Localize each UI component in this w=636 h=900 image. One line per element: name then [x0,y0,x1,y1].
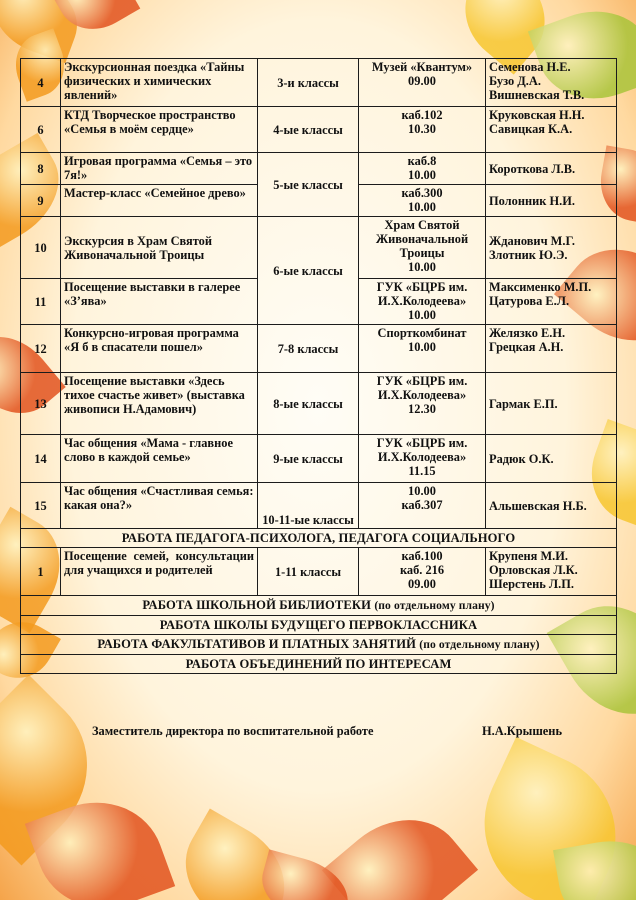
row-number: 9 [21,185,61,217]
responsible-cell: Семенова Н.Е. Бузо Д.А. Вишневская Т.В. [486,59,617,107]
responsible-cell: Жданович М.Г. Злотник Ю.Э. [486,217,617,279]
place-time-cell: Спорткомбинат 10.00 [359,325,486,373]
event-cell: Посещение выставки «Здесь тихое счастье живет» (выставка живописи Н.Адамович) [61,373,258,435]
classes-cell: 4-ые классы [258,107,359,153]
event-cell: КТД Творческое пространство «Семья в моём сердце» [61,107,258,153]
event-cell: Экскурсионная поездка «Тайны физических и химических явлений» [61,59,258,107]
row-number: 6 [21,107,61,153]
row-number: 1 [21,548,61,596]
schedule-table [20,58,617,674]
classes-cell: 9-ые классы [258,435,359,483]
row-number: 8 [21,153,61,185]
section-header-row [21,529,617,548]
event-cell: Экскурсия в Храм Святой Живоначальной Троицы [61,217,258,279]
place-time-cell: каб.300 10.00 [359,185,486,217]
event-cell: Час общения «Счастливая семья: какая она?» [61,483,258,529]
classes-cell: 1-11 классы [258,548,359,596]
responsible-cell: Полонник Н.И. [486,185,617,217]
table-row [21,548,617,596]
section-interest-groups-title: РАБОТА ОБЪЕДИНЕНИЙ ПО ИНТЕРЕСАМ [185,657,452,671]
event-cell: Игровая программа «Семья – это 7я!» [61,153,258,185]
place-time-cell: Музей «Квантум» 09.00 [359,59,486,107]
row-number: 15 [21,483,61,529]
section-electives [21,635,617,655]
place-time-cell: ГУК «БЦРБ им. И.Х.Колодеева» 10.00 [359,279,486,325]
classes-cell: 6-ые классы [258,217,359,325]
section-header-row [21,635,617,655]
responsible-cell: Гармак Е.П. [486,373,617,435]
place-time-cell: каб.8 10.00 [359,153,486,185]
event-cell: Мастер-класс «Семейное древо» [61,185,258,217]
signature-name: Н.А.Крышень [482,724,562,738]
section-header-row [21,655,617,674]
place-time-cell: ГУК «БЦРБ им. И.Х.Колодеева» 12.30 [359,373,486,435]
place-time-cell: ГУК «БЦРБ им. И.Х.Колодеева» 11.15 [359,435,486,483]
section-library-title: РАБОТА ШКОЛЬНОЙ БИБЛИОТЕКИ [142,598,372,612]
schedule-table-container [20,58,616,674]
row-number: 4 [21,59,61,107]
row-number: 13 [21,373,61,435]
table-row [21,153,617,185]
section-library-note: (по отдельному плану) [374,599,495,612]
event-cell: Конкурсно-игровая программа «Я б в спасатели пошел» [61,325,258,373]
section-interest-groups [21,655,617,674]
responsible-cell: Радюк О.К. [486,435,617,483]
table-row [21,435,617,483]
classes-cell: 7-8 классы [258,325,359,373]
responsible-cell: Максименко М.П. Цатурова Е.Л. [486,279,617,325]
responsible-cell: Альшевская Н.Б. [486,483,617,529]
event-cell: Посещение выставки в галерее «З’ява» [61,279,258,325]
table-row [21,59,617,107]
section-first-graders-title: РАБОТА ШКОЛЫ БУДУЩЕГО ПЕРВОКЛАССНИКА [159,618,478,632]
place-time-cell: каб.102 10.30 [359,107,486,153]
section-psychologist-title: РАБОТА ПЕДАГОГА-ПСИХОЛОГА, ПЕДАГОГА СОЦИАЛЬНОГО [21,529,617,548]
table-row [21,483,617,529]
classes-cell: 5-ые классы [258,153,359,217]
place-time-cell: каб.100 каб. 216 09.00 [359,548,486,596]
table-row [21,325,617,373]
responsible-cell: Короткова Л.В. [486,153,617,185]
section-electives-note: (по отдельному плану) [419,638,540,651]
classes-cell: 8-ые классы [258,373,359,435]
section-header-row [21,596,617,616]
signature-position: Заместитель директора по воспитательной работе [92,724,374,738]
row-number: 14 [21,435,61,483]
place-time-cell: 10.00 каб.307 [359,483,486,529]
signature-line [92,724,562,739]
event-cell: Час общения «Мама - главное слово в каждой семье» [61,435,258,483]
event-cell: Посещение семей, консультации для учащихся и родителей [61,548,258,596]
autumn-leaf-decoration [322,793,478,900]
classes-cell: 10-11-ые классы [258,483,359,529]
responsible-cell: Крупеня М.И. Орловская Л.К. Шерстень Л.П. [486,548,617,596]
responsible-cell: Круковская Н.Н. Савицкая К.А. [486,107,617,153]
row-number: 12 [21,325,61,373]
section-header-row [21,616,617,635]
section-library [21,596,617,616]
table-row [21,373,617,435]
responsible-cell: Желязко Е.Н. Грецкая А.Н. [486,325,617,373]
table-row [21,107,617,153]
table-row [21,217,617,279]
row-number: 11 [21,279,61,325]
classes-cell: 3-и классы [258,59,359,107]
row-number: 10 [21,217,61,279]
section-electives-title: РАБОТА ФАКУЛЬТАТИВОВ И ПЛАТНЫХ ЗАНЯТИЙ [97,637,416,651]
section-first-graders [21,616,617,635]
place-time-cell: Храм Святой Живоначальной Троицы 10.00 [359,217,486,279]
